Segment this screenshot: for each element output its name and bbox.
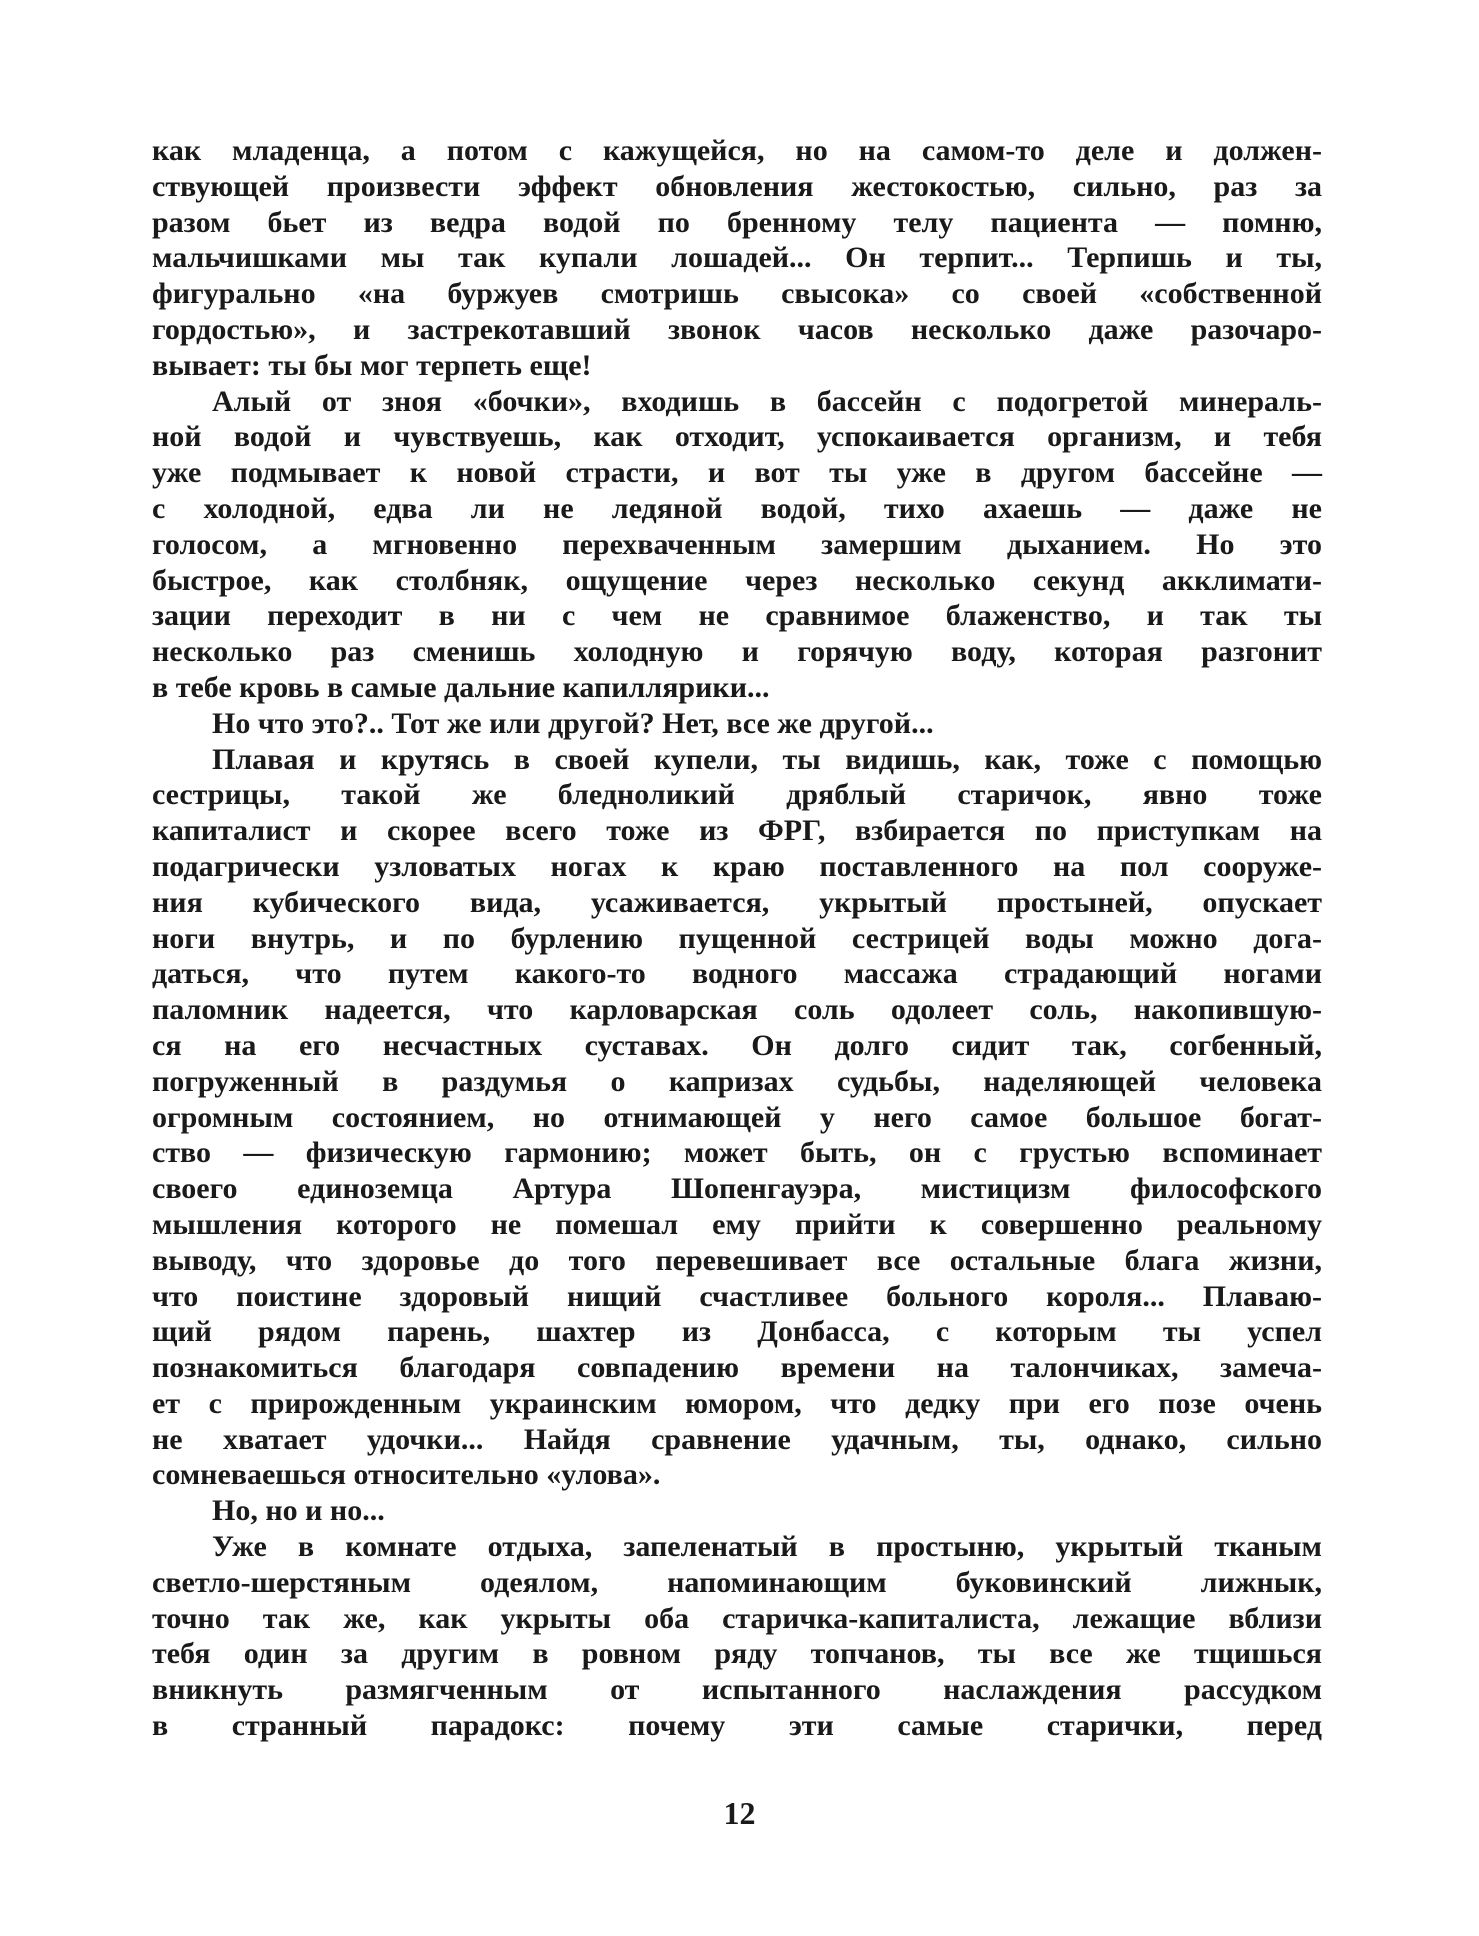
text-line: мальчишками мы так купали лошадей... Он терпит... Терпишь и ты, xyxy=(152,241,1322,275)
text-line: выводу, что здоровье до того перевешивает все остальные блага жизни, xyxy=(152,1243,1322,1277)
text-line: ся на его несчастных суставах. Он долго сидит так, согбенный, xyxy=(152,1028,1322,1062)
text-line: подагрически узловатых ногах к краю поставленного на пол сооруже- xyxy=(152,849,1322,883)
text-line: что поистине здоровый нищий счастливее больного короля... Плаваю- xyxy=(152,1279,1322,1313)
text-line: фигурально «на буржуев смотришь свысока» со своей «собственной xyxy=(152,277,1322,311)
text-line: гордостью», и застрекотавший звонок часов несколько даже разочаро- xyxy=(152,312,1322,346)
text-line: несколько раз сменишь холодную и горячую воду, которая разгонит xyxy=(152,635,1322,669)
page-number: 12 xyxy=(723,1795,756,1831)
text-line: тебя один за другим в ровном ряду топчанов, ты все же тщишься xyxy=(152,1637,1322,1671)
text-line: с холодной, едва ли не ледяной водой, тихо ахаешь — даже не xyxy=(152,491,1322,525)
text-line: сомневаешься относительно «улова». xyxy=(152,1458,661,1492)
text-line: вникнуть размягченным от испытанного наслаждения рассудком xyxy=(152,1673,1322,1707)
text-line: голосом, а мгновенно перехваченным замершим дыханием. Но это xyxy=(152,527,1322,561)
body-text xyxy=(152,133,1322,1744)
text-line: зации переходит в ни с чем не сравнимое блаженство, и так ты xyxy=(152,599,1322,633)
text-line: Уже в комнате отдыха, запеленатый в простыню, укрытый тканым xyxy=(212,1530,1322,1564)
text-line: Алый от зноя «бочки», входишь в бассейн с подогретой минераль- xyxy=(212,384,1322,418)
text-line: огромным состоянием, но отнимающей у него самое большое богат- xyxy=(152,1100,1322,1134)
text-line: разом бьет из ведра водой по бренному телу пациента — помню, xyxy=(152,205,1322,239)
text-line: точно так же, как укрыты оба старичка-капиталиста, лежащие вблизи xyxy=(152,1601,1322,1635)
text-line: познакомиться благодаря совпадению времени на талончиках, замеча- xyxy=(152,1351,1322,1385)
text-line: ния кубического вида, усаживается, укрытый простыней, опускает xyxy=(152,885,1322,919)
text-line: погруженный в раздумья о капризах судьбы, наделяющей человека xyxy=(152,1064,1322,1098)
text-line: щий рядом парень, шахтер из Донбасса, с которым ты успел xyxy=(152,1315,1322,1349)
text-line: ствующей произвести эффект обновления жестокостью, сильно, раз за xyxy=(152,169,1322,203)
text-line: своего единоземца Артура Шопенгауэра, мистицизм философского xyxy=(152,1172,1322,1206)
text-line: уже подмывает к новой страсти, и вот ты уже в другом бассейне — xyxy=(152,456,1322,490)
text-line: капиталист и скорее всего тоже из ФРГ, взбирается по приступкам на xyxy=(152,814,1322,848)
text-line: даться, что путем какого-то водного массажа страдающий ногами xyxy=(152,957,1322,991)
text-line: ноги внутрь, и по бурлению пущенной сестрицей воды можно дога- xyxy=(152,921,1322,955)
text-line: как младенца, а потом с кажущейся, но на самом-то деле и должен- xyxy=(152,134,1322,167)
text-line: ной водой и чувствуешь, как отходит, успокаивается организм, и тебя xyxy=(152,420,1322,454)
text-line: паломник надеется, что карловарская соль одолеет соль, накопившую- xyxy=(152,993,1322,1027)
text-line: мышления которого не помешал ему прийти к совершенно реальному xyxy=(152,1207,1322,1241)
text-line: в тебе кровь в самые дальние капиллярики... xyxy=(152,670,770,704)
text-line: Но, но и но... xyxy=(212,1494,385,1528)
text-line: ство — физическую гармонию; может быть, он с грустью вспоминает xyxy=(152,1136,1322,1170)
text-line: светло-шерстяным одеялом, напоминающим буковинский лижнык, xyxy=(152,1565,1322,1599)
text-line: ет с прирожденным украинским юмором, что дедку при его позе очень xyxy=(152,1386,1322,1420)
text-line: Плавая и крутясь в своей купели, ты видишь, как, тоже с помощью xyxy=(212,742,1322,776)
text-line: сестрицы, такой же бледноликий дряблый старичок, явно тоже xyxy=(152,778,1322,812)
text-line: в странный парадокс: почему эти самые старички, перед xyxy=(152,1709,1322,1743)
text-line: не хватает удочки... Найдя сравнение удачным, ты, однако, сильно xyxy=(152,1422,1322,1456)
text-line: Но что это?.. Тот же или другой? Нет, все же другой... xyxy=(212,706,934,740)
text-line: вывает: ты бы мог терпеть еще! xyxy=(152,348,592,382)
text-line: быстрое, как столбняк, ощущение через несколько секунд акклимати- xyxy=(152,563,1322,597)
